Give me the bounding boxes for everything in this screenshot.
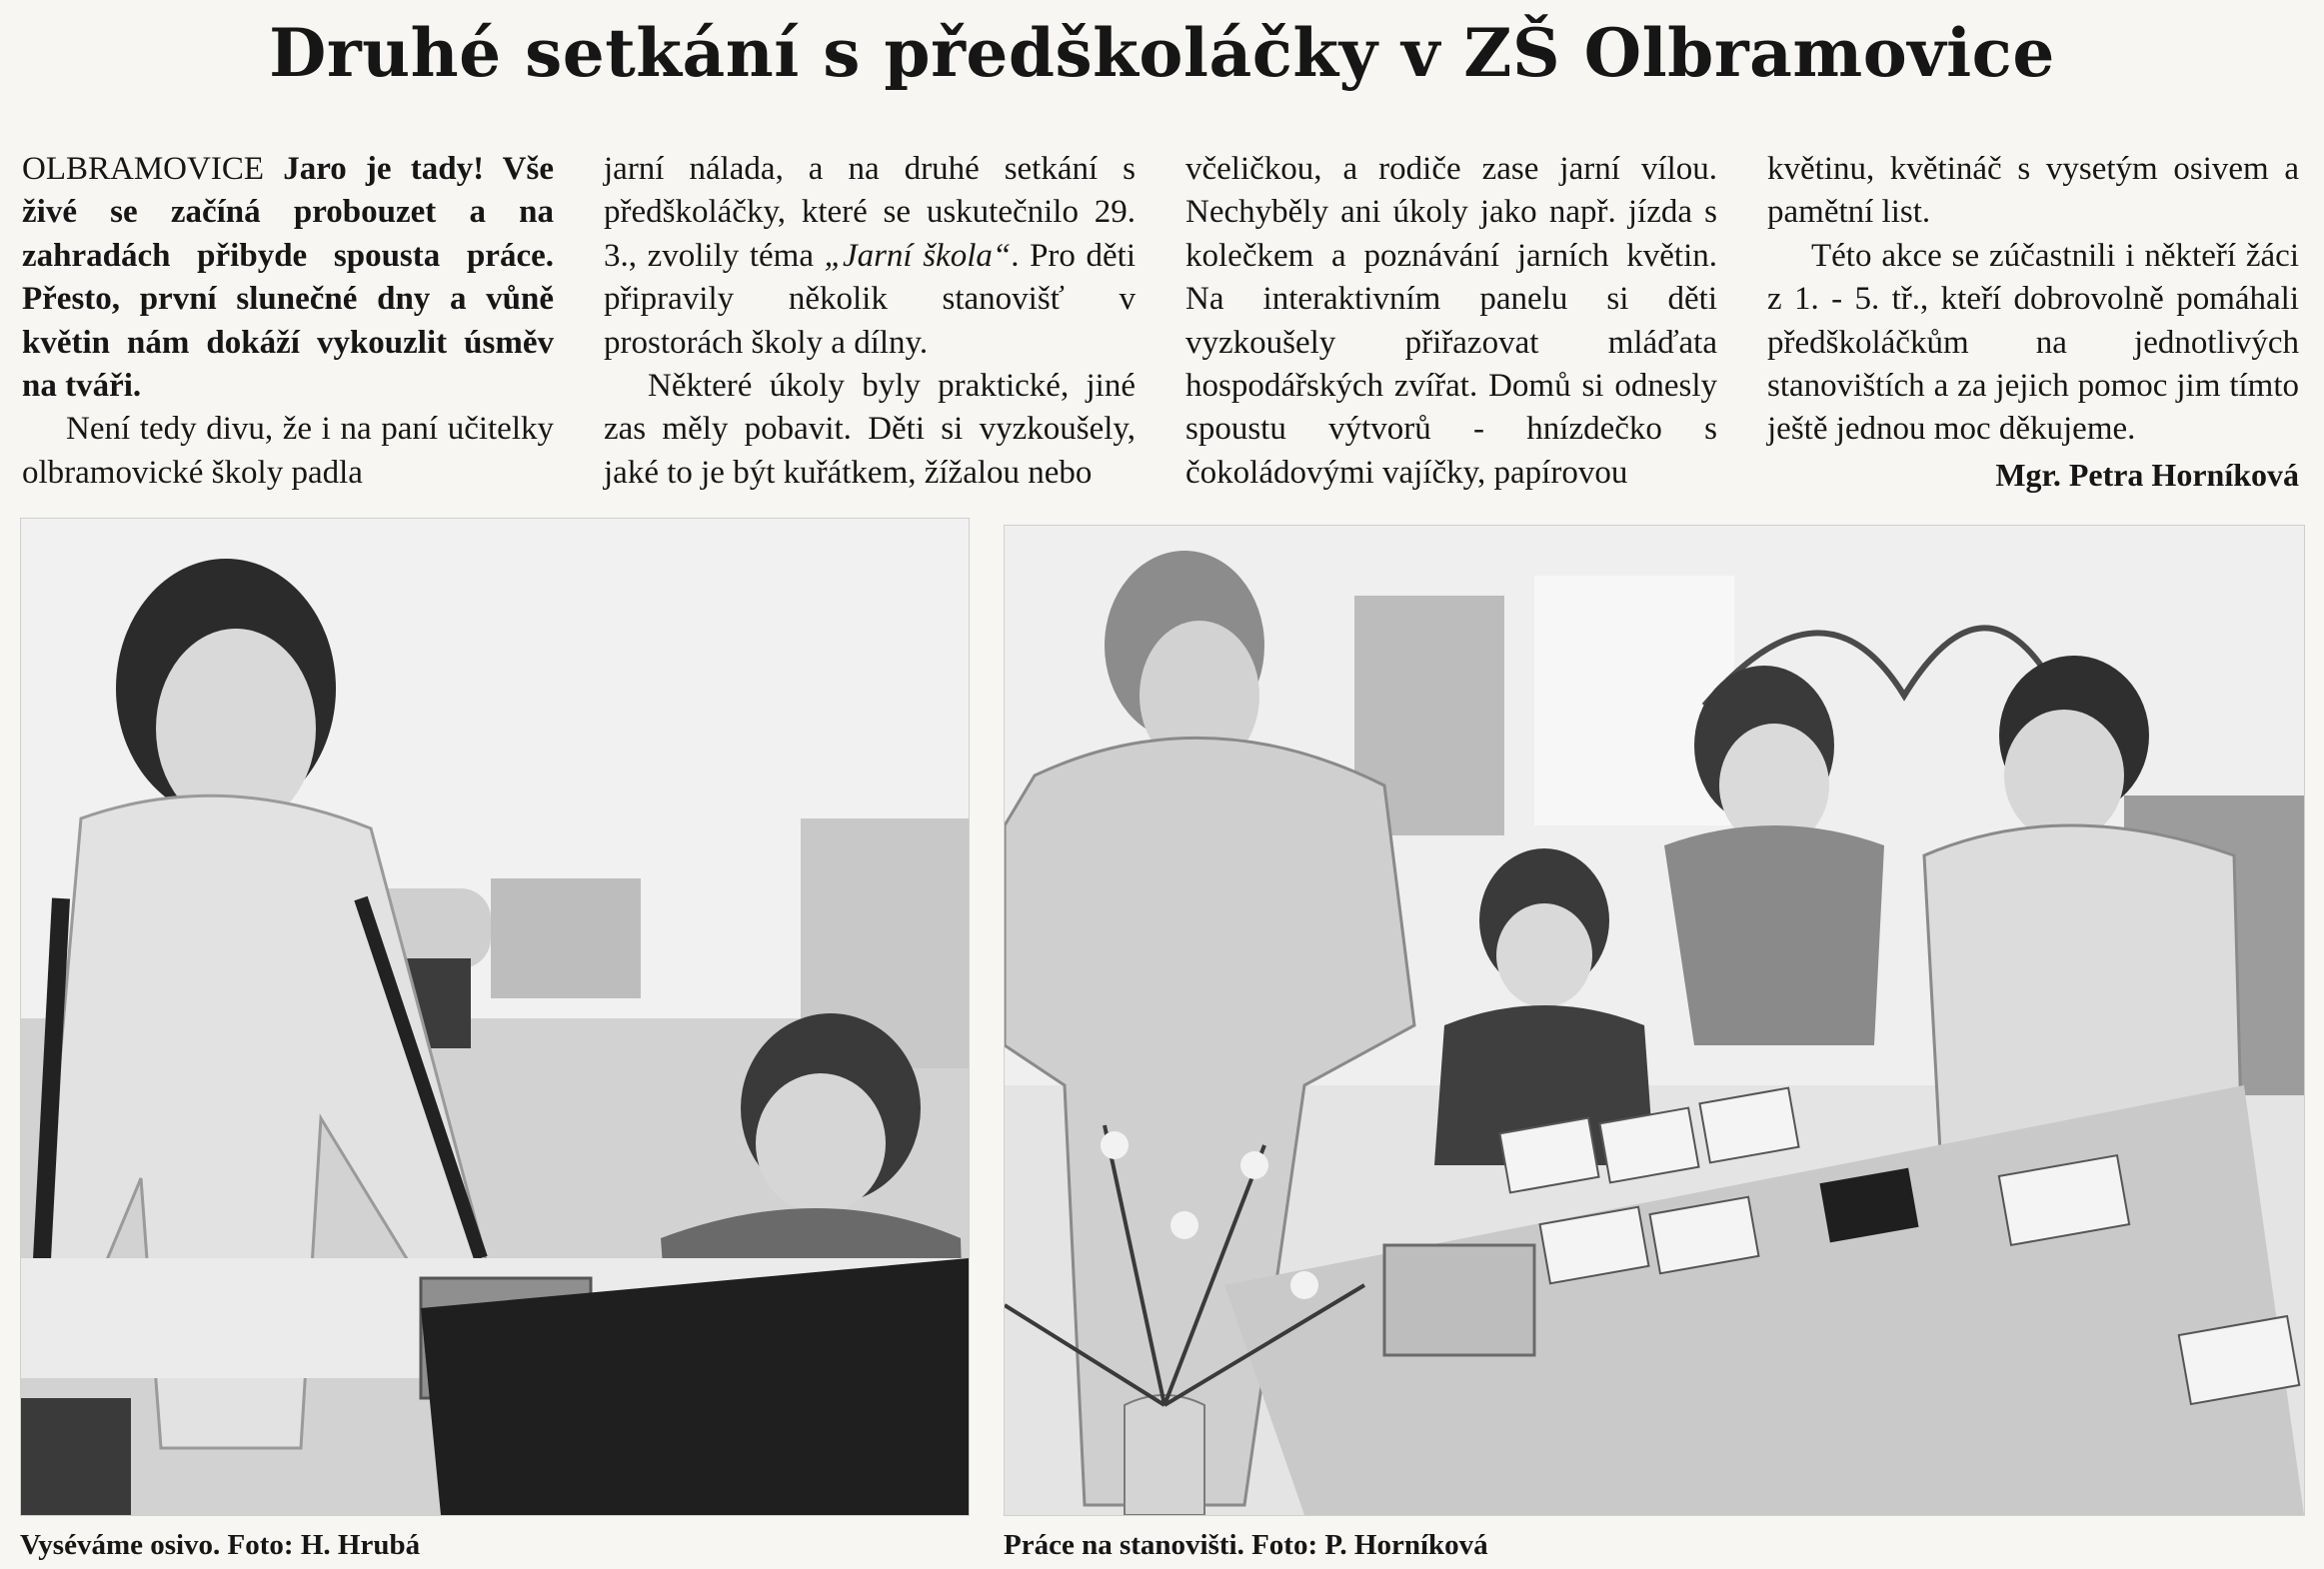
paragraph: květinu, květináč s vysetým osivem a pamětní list. (1767, 151, 2299, 231)
article-body (22, 148, 2299, 493)
photo-caption: Vyséváme osivo. Foto: H. Hrubá (20, 1529, 421, 1561)
text-run: jarní nálada, a na druhé setkání s předškoláčky, které se uskutečnilo 29. 3., zvolily téma (604, 151, 1136, 274)
photo-work-station (1004, 525, 2305, 1516)
article-column-4 (1767, 148, 2299, 497)
paragraph: Této akce se zúčastnili i někteří žáci z 1. - 5. tř., kteří dobrovolně pomáhali předškoláčkům na jednotlivých stanovištích a za jejich pomoc jim tímto ještě jednou moc děkujeme. (1767, 237, 2299, 448)
paragraph (604, 148, 1136, 365)
photo-sowing-seeds-image (21, 519, 969, 1515)
headline: Druhé setkání s předškoláčky v ZŠ Olbramovice (269, 14, 2055, 92)
article-column-3 (1185, 148, 1717, 497)
lead-dateline: OLBRAMOVICE (22, 151, 265, 187)
article-column-1 (22, 148, 554, 497)
theme-italic: „Jarní škola“ (824, 237, 1012, 274)
text-run: . Pro děti připravily několik stanovišť v prostorách školy a dílny. (604, 237, 1136, 361)
author-signature: Mgr. Petra Horníková (1995, 456, 2299, 493)
photo-work-station-image (1005, 526, 2304, 1515)
photo-sowing-seeds (20, 518, 970, 1516)
lead-text: Jaro je tady! Vše živé se začíná probouzet a na zahradách přibyde spousta práce. Přesto, první slunečné dny a vůně květin nám dokáží vykouzlit úsměv na tváři. (22, 151, 554, 405)
paragraph: Některé úkoly byly praktické, jiné zas měly pobavit. Děti si vyzkoušely, jaké to je být kuřátkem, žížalou nebo (604, 368, 1136, 491)
article-column-2 (604, 148, 1136, 497)
lead-paragraph (22, 148, 554, 408)
photo-caption: Práce na stanovišti. Foto: P. Horníková (1004, 1529, 1488, 1561)
paragraph: Není tedy divu, že i na paní učitelky olbramovické školy padla (22, 411, 554, 491)
paragraph: včeličkou, a rodiče zase jarní vílou. Nechyběly ani úkoly jako např. jízda s kolečkem a poznávání jarních květin. Na interaktivním panelu si děti vyzkoušely přiřazovat mláďata hospodářských zvířat. Domů si odnesly spoustu výtvorů - hnízdečko s čokoládovými vajíčky, papírovou (1185, 151, 1717, 491)
